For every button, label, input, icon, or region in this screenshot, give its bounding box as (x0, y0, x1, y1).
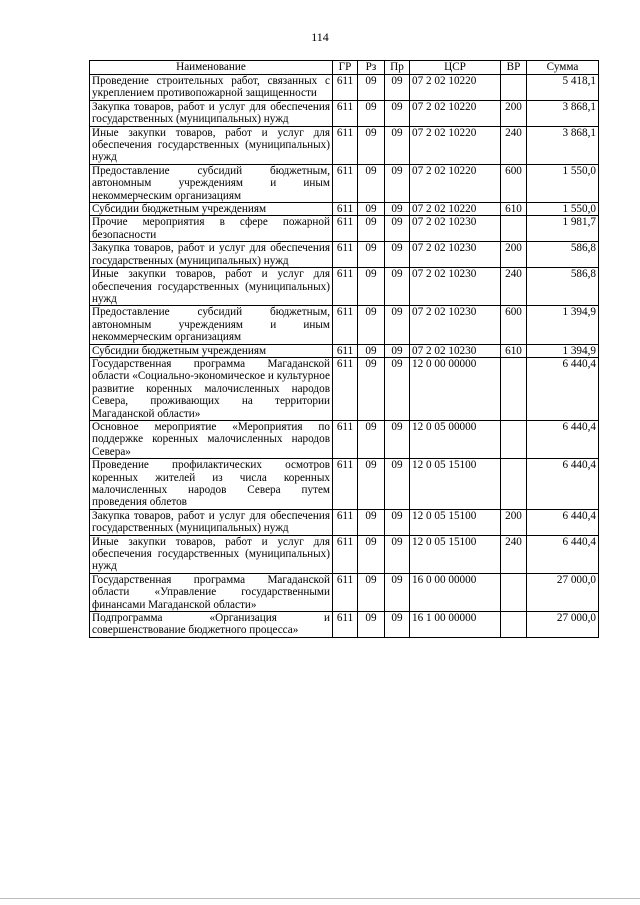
row-vr: 240 (501, 268, 527, 306)
row-rz: 09 (358, 164, 385, 202)
row-vr: 610 (501, 344, 527, 357)
row-gr: 611 (333, 126, 358, 164)
row-sum: 6 440,4 (527, 509, 599, 535)
row-pr: 09 (385, 420, 410, 458)
header-name: Наименование (90, 61, 333, 75)
row-name: Субсидии бюджетным учреждениям (90, 344, 333, 357)
row-sum: 5 418,1 (527, 75, 599, 101)
row-gr: 611 (333, 344, 358, 357)
row-rz: 09 (358, 268, 385, 306)
row-rz: 09 (358, 420, 385, 458)
row-name: Закупка товаров, работ и услуг для обеспечения государственных (муниципальных) нужд (90, 100, 333, 126)
row-rz: 09 (358, 573, 385, 611)
row-name: Государственная программа Магаданской области «Социально-экономическое и культурное развитие коренных малочисленных народов Севера, проживающих на территории Магаданской области» (90, 357, 333, 420)
row-pr: 09 (385, 100, 410, 126)
row-pr: 09 (385, 459, 410, 510)
row-gr: 611 (333, 75, 358, 101)
row-pr: 09 (385, 242, 410, 268)
row-gr: 611 (333, 306, 358, 344)
row-sum: 586,8 (527, 242, 599, 268)
row-rz: 09 (358, 612, 385, 638)
table-row (90, 535, 599, 573)
row-csr: 12 0 05 15100 (410, 509, 501, 535)
row-sum: 27 000,0 (527, 612, 599, 638)
row-pr: 09 (385, 216, 410, 242)
row-name: Иные закупки товаров, работ и услуг для обеспечения государственных (муниципальных) нужд (90, 126, 333, 164)
row-vr (501, 612, 527, 638)
row-gr: 611 (333, 509, 358, 535)
row-gr: 611 (333, 420, 358, 458)
row-pr: 09 (385, 75, 410, 101)
row-vr: 240 (501, 535, 527, 573)
row-gr: 611 (333, 612, 358, 638)
row-pr: 09 (385, 573, 410, 611)
row-csr: 07 2 02 10220 (410, 203, 501, 216)
row-pr: 09 (385, 509, 410, 535)
row-vr (501, 420, 527, 458)
row-vr: 200 (501, 242, 527, 268)
row-rz: 09 (358, 203, 385, 216)
row-csr: 07 2 02 10220 (410, 126, 501, 164)
row-gr: 611 (333, 535, 358, 573)
row-sum: 6 440,4 (527, 535, 599, 573)
table-row (90, 203, 599, 216)
row-name: Закупка товаров, работ и услуг для обеспечения государственных (муниципальных) нужд (90, 242, 333, 268)
row-csr: 07 2 02 10220 (410, 100, 501, 126)
row-name: Подпрограмма «Организация и совершенствование бюджетного процесса» (90, 612, 333, 638)
row-pr: 09 (385, 203, 410, 216)
row-sum: 1 394,9 (527, 306, 599, 344)
row-rz: 09 (358, 509, 385, 535)
row-name: Предоставление субсидий бюджетным, автономным учреждениям и иным некоммерческим организациям (90, 164, 333, 202)
row-vr: 240 (501, 126, 527, 164)
row-gr: 611 (333, 216, 358, 242)
row-rz: 09 (358, 357, 385, 420)
header-rz: Рз (358, 61, 385, 75)
row-csr: 16 1 00 00000 (410, 612, 501, 638)
table-row (90, 612, 599, 638)
row-name: Государственная программа Магаданской области «Управление государственными финансами Магаданской области» (90, 573, 333, 611)
table-row (90, 459, 599, 510)
table-body (90, 75, 599, 638)
row-name: Субсидии бюджетным учреждениям (90, 203, 333, 216)
row-rz: 09 (358, 216, 385, 242)
row-name: Основное мероприятие «Мероприятия по поддержке коренных малочисленных народов Севера» (90, 420, 333, 458)
header-vr: ВР (501, 61, 527, 75)
header-sum: Сумма (527, 61, 599, 75)
row-vr (501, 459, 527, 510)
row-csr: 12 0 05 15100 (410, 535, 501, 573)
row-csr: 16 0 00 00000 (410, 573, 501, 611)
table-row (90, 306, 599, 344)
row-csr: 12 0 00 00000 (410, 357, 501, 420)
table-row (90, 344, 599, 357)
row-sum: 1 981,7 (527, 216, 599, 242)
row-csr: 07 2 02 10220 (410, 75, 501, 101)
row-gr: 611 (333, 573, 358, 611)
row-gr: 611 (333, 203, 358, 216)
header-csr: ЦСР (410, 61, 501, 75)
row-pr: 09 (385, 164, 410, 202)
row-rz: 09 (358, 126, 385, 164)
page-number: 114 (311, 30, 329, 44)
row-sum: 3 868,1 (527, 100, 599, 126)
table-row (90, 509, 599, 535)
row-gr: 611 (333, 268, 358, 306)
row-csr: 07 2 02 10230 (410, 242, 501, 268)
table-row (90, 573, 599, 611)
row-rz: 09 (358, 242, 385, 268)
table-header-row (90, 61, 599, 75)
row-pr: 09 (385, 268, 410, 306)
row-vr: 600 (501, 164, 527, 202)
table-row (90, 216, 599, 242)
row-pr: 09 (385, 306, 410, 344)
budget-table (89, 60, 599, 638)
row-sum: 6 440,4 (527, 357, 599, 420)
row-csr: 07 2 02 10230 (410, 268, 501, 306)
table-row (90, 242, 599, 268)
row-rz: 09 (358, 535, 385, 573)
row-sum: 6 440,4 (527, 459, 599, 510)
row-name: Проведение профилактических осмотров коренных жителей из числа коренных малочисленных народов Севера путем проведения облетов (90, 459, 333, 510)
row-csr: 12 0 05 00000 (410, 420, 501, 458)
row-vr: 200 (501, 100, 527, 126)
row-vr: 610 (501, 203, 527, 216)
row-gr: 611 (333, 357, 358, 420)
row-rz: 09 (358, 75, 385, 101)
row-name: Закупка товаров, работ и услуг для обеспечения государственных (муниципальных) нужд (90, 509, 333, 535)
row-pr: 09 (385, 357, 410, 420)
row-csr: 07 2 02 10230 (410, 216, 501, 242)
row-name: Иные закупки товаров, работ и услуг для обеспечения государственных (муниципальных) нужд (90, 535, 333, 573)
row-rz: 09 (358, 100, 385, 126)
header-gr: ГР (333, 61, 358, 75)
table-row (90, 126, 599, 164)
scan-edge-divider (0, 898, 640, 899)
row-sum: 586,8 (527, 268, 599, 306)
row-sum: 27 000,0 (527, 573, 599, 611)
row-sum: 1 550,0 (527, 203, 599, 216)
row-csr: 12 0 05 15100 (410, 459, 501, 510)
row-vr (501, 75, 527, 101)
row-csr: 07 2 02 10220 (410, 164, 501, 202)
row-vr: 600 (501, 306, 527, 344)
row-pr: 09 (385, 535, 410, 573)
row-pr: 09 (385, 126, 410, 164)
row-gr: 611 (333, 459, 358, 510)
row-name: Прочие мероприятия в сфере пожарной безопасности (90, 216, 333, 242)
row-csr: 07 2 02 10230 (410, 344, 501, 357)
row-csr: 07 2 02 10230 (410, 306, 501, 344)
row-vr (501, 357, 527, 420)
row-gr: 611 (333, 100, 358, 126)
row-pr: 09 (385, 612, 410, 638)
table-row (90, 100, 599, 126)
table-row (90, 268, 599, 306)
table-row (90, 75, 599, 101)
table-row (90, 357, 599, 420)
table-row (90, 420, 599, 458)
row-vr: 200 (501, 509, 527, 535)
row-rz: 09 (358, 306, 385, 344)
header-pr: Пр (385, 61, 410, 75)
table-row (90, 164, 599, 202)
row-rz: 09 (358, 459, 385, 510)
row-vr (501, 573, 527, 611)
row-sum: 1 550,0 (527, 164, 599, 202)
row-rz: 09 (358, 344, 385, 357)
row-vr (501, 216, 527, 242)
row-name: Иные закупки товаров, работ и услуг для обеспечения государственных (муниципальных) нужд (90, 268, 333, 306)
row-sum: 6 440,4 (527, 420, 599, 458)
row-sum: 3 868,1 (527, 126, 599, 164)
row-name: Проведение строительных работ, связанных с укреплением противопожарной защищенности (90, 75, 333, 101)
row-gr: 611 (333, 164, 358, 202)
row-name: Предоставление субсидий бюджетным, автономным учреждениям и иным некоммерческим организациям (90, 306, 333, 344)
row-gr: 611 (333, 242, 358, 268)
row-pr: 09 (385, 344, 410, 357)
row-sum: 1 394,9 (527, 344, 599, 357)
